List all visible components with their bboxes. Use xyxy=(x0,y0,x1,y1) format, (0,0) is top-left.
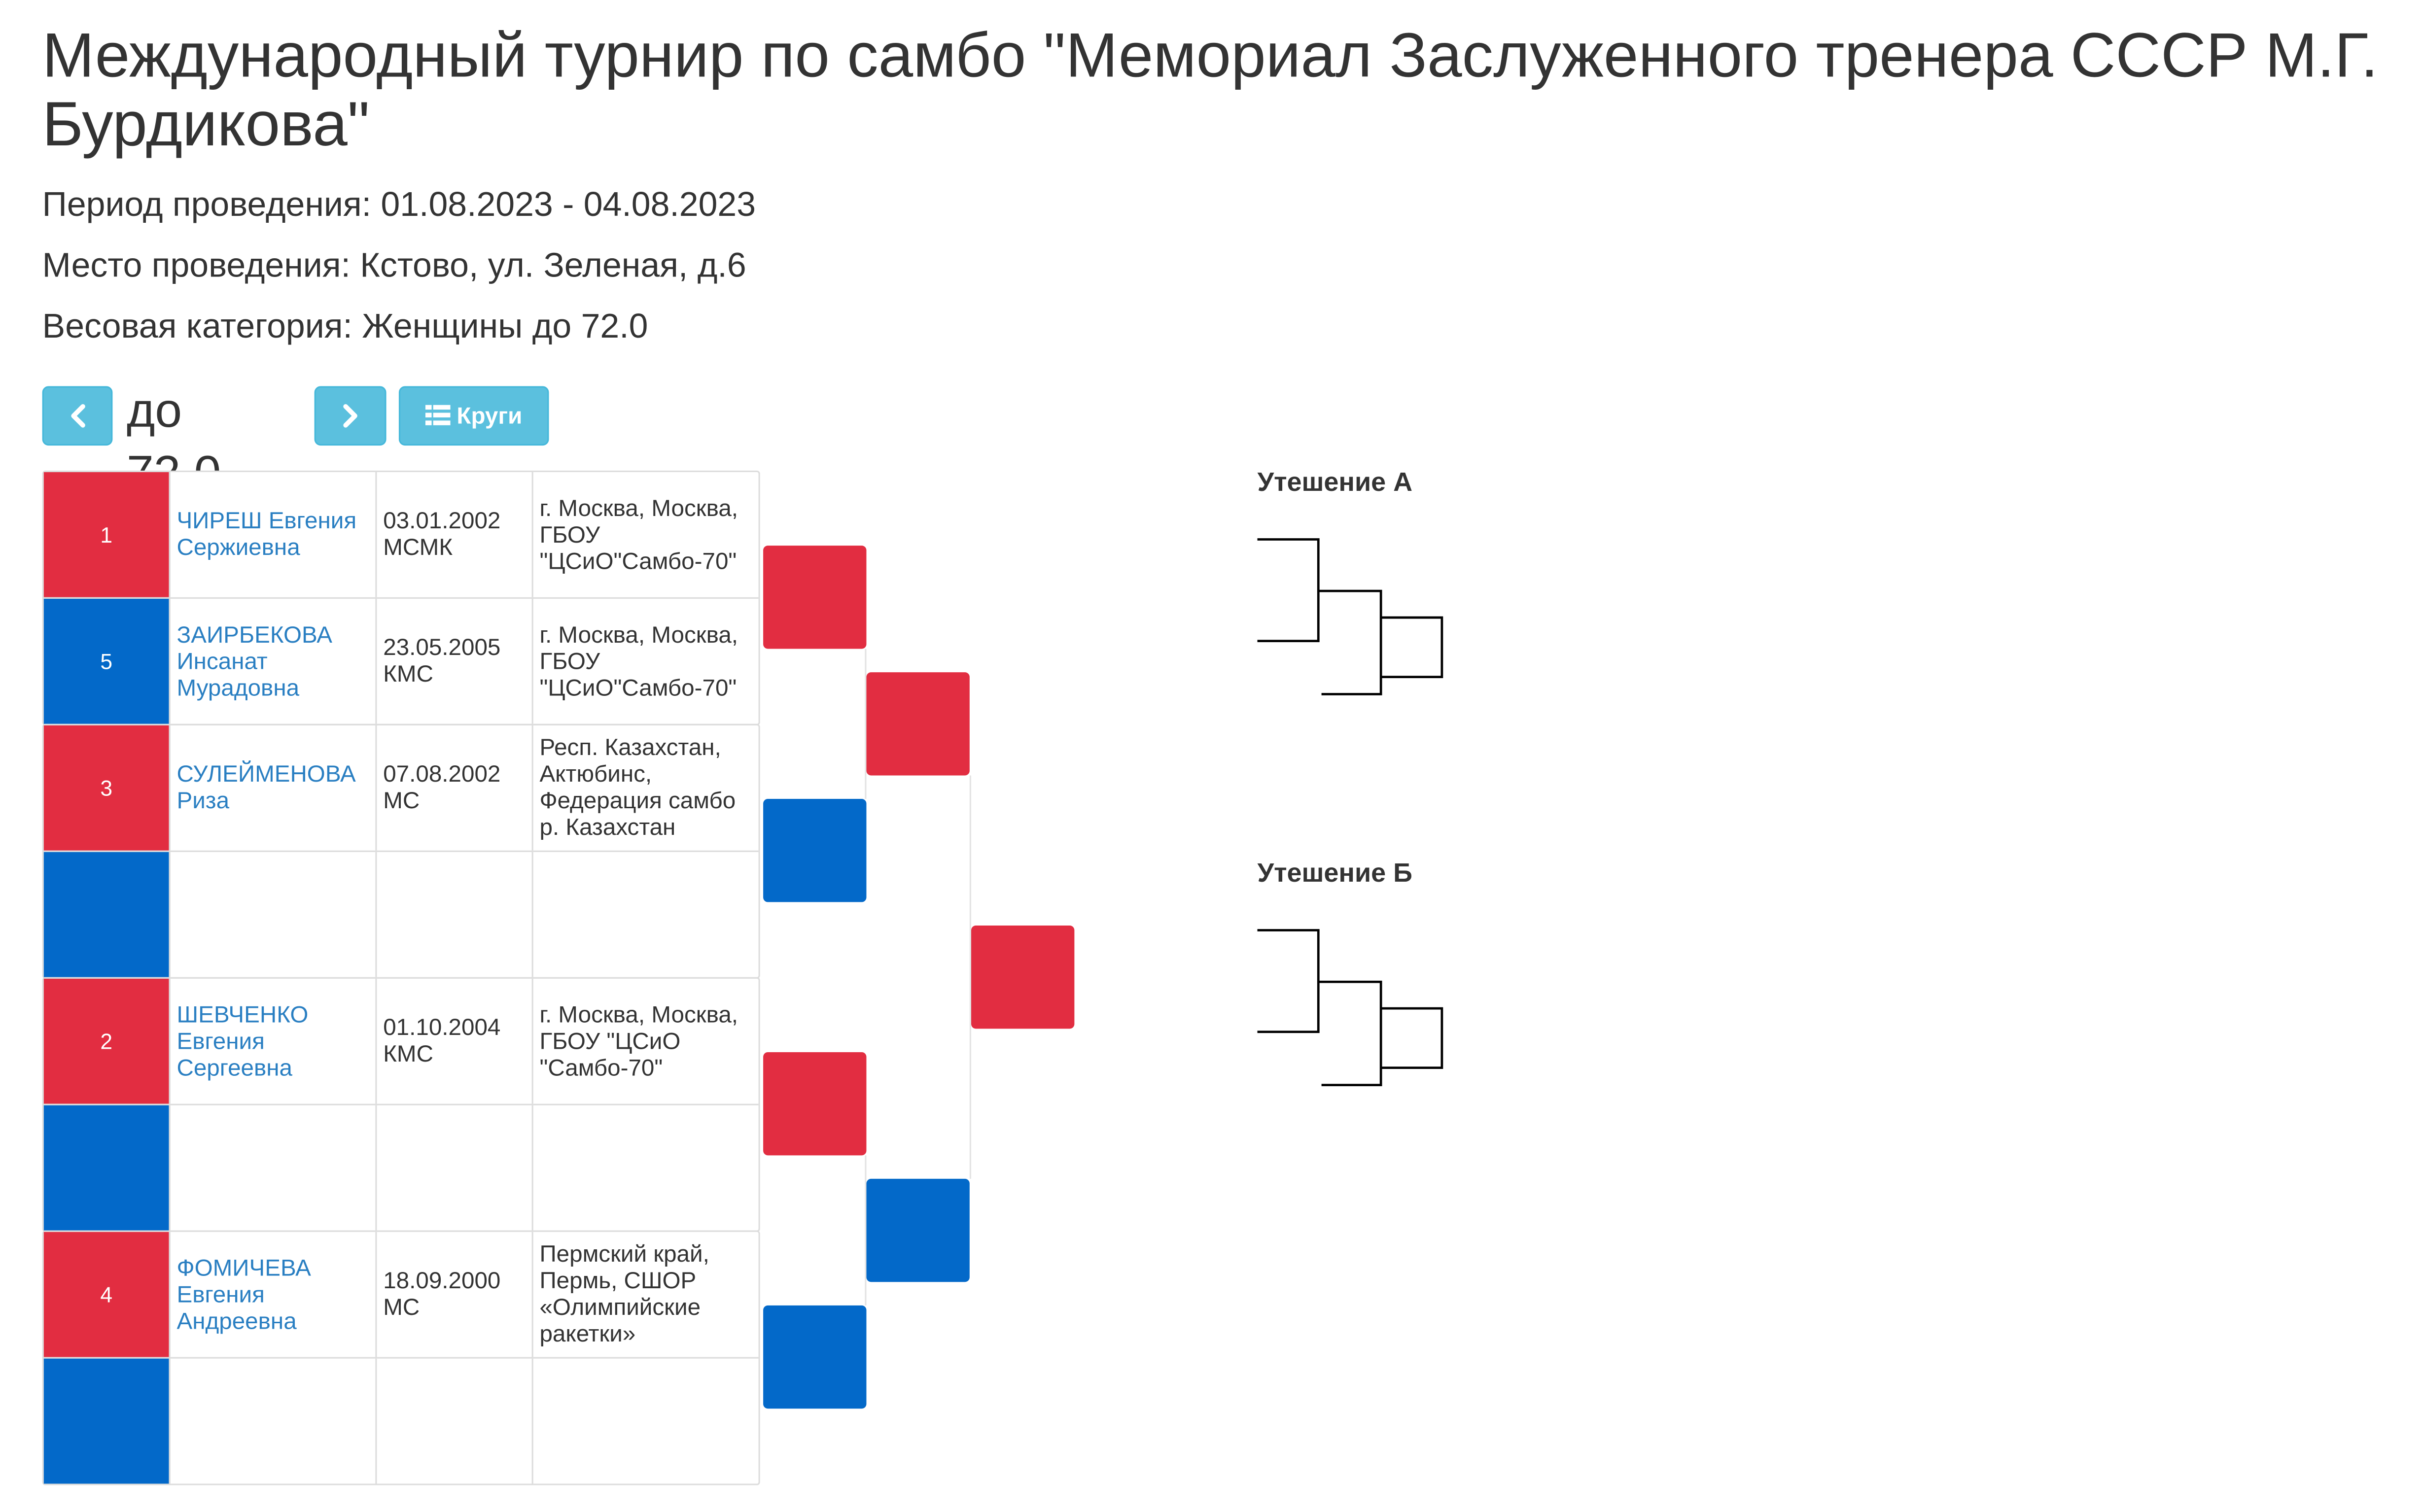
club-info: Респ. Казахстан, Актюбинс, Федерация самбо р. Казахстан xyxy=(539,734,736,841)
list-icon xyxy=(425,405,451,427)
event-period: Период проведения: 01.08.2023 - 04.08.2023 xyxy=(42,184,756,224)
sport-rank: МС xyxy=(383,1294,420,1321)
club-info: Пермский край, Пермь, СШОР «Олимпийские ракетки» xyxy=(539,1241,709,1348)
current-weight-label: до xyxy=(126,383,182,438)
sport-rank: КМС xyxy=(383,661,433,688)
chevron-right-icon xyxy=(339,403,361,428)
pair-group-1 xyxy=(42,471,760,725)
competitor-name-link[interactable]: ЧИРЕШ Евгения Сержиевна xyxy=(176,508,357,561)
seed-number-blue: 5 xyxy=(44,599,169,724)
next-category-button[interactable] xyxy=(315,386,386,446)
event-venue: Место проведения: Кстово, ул. Зеленая, д.6 xyxy=(42,245,746,285)
birth-date: 01.10.2004 xyxy=(383,1014,501,1041)
consolation-a-bracket xyxy=(1251,532,1454,704)
competitor-row xyxy=(44,597,759,724)
match-box-round1-3[interactable] xyxy=(763,1052,866,1155)
birth-date: 23.05.2005 xyxy=(383,634,501,661)
seed-number-red: 1 xyxy=(44,472,169,597)
competitor-row xyxy=(44,725,759,851)
competitor-name-link[interactable]: ЗАИРБЕКОВА Инсанат Мурадовна xyxy=(176,621,332,701)
rounds-button[interactable] xyxy=(399,386,549,446)
competitor-row xyxy=(44,1232,759,1357)
sport-rank: МС xyxy=(383,788,420,815)
chevron-left-icon xyxy=(67,403,88,428)
birth-date: 18.09.2000 xyxy=(383,1268,501,1295)
match-box-semifinal-1[interactable] xyxy=(866,672,969,775)
match-box-semifinal-2[interactable] xyxy=(866,1179,969,1282)
seed-number-blue xyxy=(44,1359,169,1484)
match-box-round1-1[interactable] xyxy=(763,546,866,649)
page-title: Международный турнир по самбо "Мемориал Заслуженного тренера СССР М.Г. Бурдикова" xyxy=(42,22,2379,160)
previous-category-button[interactable] xyxy=(42,386,113,446)
weight-category: Весовая категория: Женщины до 72.0 xyxy=(42,306,648,346)
club-info: г. Москва, Москва, ГБОУ "ЦСиО"Самбо-70" xyxy=(539,621,738,701)
match-box-round1-4[interactable] xyxy=(763,1306,866,1409)
competitor-name-link[interactable]: СУЛЕЙМЕНОВА Риза xyxy=(176,761,356,815)
sport-rank: КМС xyxy=(383,1041,433,1068)
match-box-round1-2[interactable] xyxy=(763,799,866,902)
consolation-b-title: Утешение Б xyxy=(1257,858,1412,888)
competitor-name-link[interactable]: ШЕВЧЕНКО Евгения Сергеевна xyxy=(176,1001,309,1081)
pair-group-3 xyxy=(42,977,760,1232)
seed-number-blue xyxy=(44,1105,169,1231)
consolation-a-title: Утешение А xyxy=(1257,467,1413,497)
seed-number-blue xyxy=(44,852,169,977)
pair-group-4 xyxy=(42,1231,760,1485)
birth-date: 07.08.2002 xyxy=(383,761,501,788)
competitor-row xyxy=(44,979,759,1104)
club-info: г. Москва, Москва, ГБОУ "ЦСиО "Самбо-70" xyxy=(539,1001,738,1081)
competitor-row-empty xyxy=(44,1104,759,1231)
competitor-name-link[interactable]: ФОМИЧЕВА Евгения Андреевна xyxy=(176,1254,311,1335)
seed-number-red: 3 xyxy=(44,725,169,851)
birth-date: 03.01.2002 xyxy=(383,508,501,535)
seed-number-red: 2 xyxy=(44,979,169,1104)
consolation-b-bracket xyxy=(1251,923,1454,1095)
match-box-final[interactable] xyxy=(971,926,1074,1029)
competitor-row-empty xyxy=(44,1357,759,1484)
competitor-row-empty xyxy=(44,851,759,977)
competitor-row xyxy=(44,472,759,597)
seed-number-red: 4 xyxy=(44,1232,169,1357)
pair-group-2 xyxy=(42,724,760,979)
sport-rank: МСМК xyxy=(383,534,453,561)
rounds-button-label: Круги xyxy=(457,402,523,429)
club-info: г. Москва, Москва, ГБОУ "ЦСиО"Самбо-70" xyxy=(539,495,738,575)
